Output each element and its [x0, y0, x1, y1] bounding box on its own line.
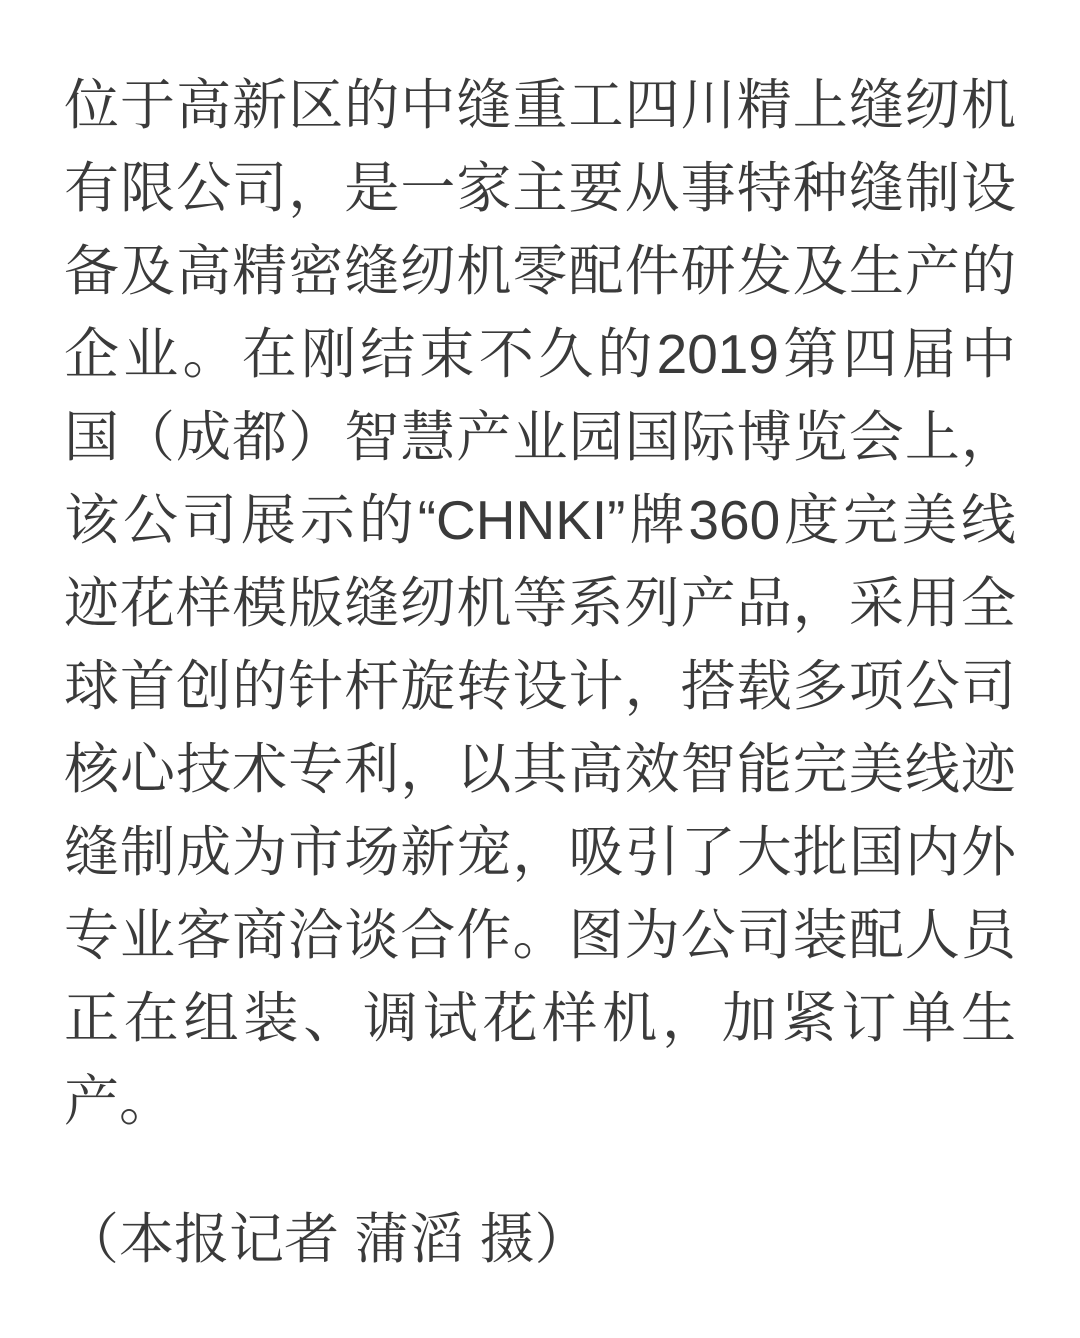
paragraph-line: 迹花样模版缝纫机等系列产品，采用全 [64, 572, 1016, 634]
paragraph-line: 位于高新区的中缝重工四川精上缝纫机 [64, 74, 1016, 136]
paragraph-line: 缝制成为市场新宠，吸引了大批国内外 [64, 821, 1016, 883]
paragraph-line: 产。 [64, 1070, 175, 1132]
paragraph-line: 该公司展示的“CHNKI”牌360度完美线 [64, 489, 1016, 551]
paragraph-line: 国（成都）智慧产业园国际博览会上， [64, 406, 1016, 468]
paragraph-line: 有限公司，是一家主要从事特种缝制设 [64, 157, 1016, 219]
paragraph-line: 球首创的针杆旋转设计，搭载多项公司 [64, 655, 1016, 717]
photo-credit: （本报记者 蒲滔 摄） [64, 1208, 590, 1270]
paragraph-line: 核心技术专利，以其高效智能完美线迹 [64, 738, 1016, 800]
paragraph-line: 专业客商洽谈合作。图为公司装配人员 [64, 904, 1016, 966]
paragraph-line: 正在组装、调试花样机，加紧订单生 [64, 987, 1016, 1049]
paragraph-line: 企业。在刚结束不久的2019第四届中 [64, 323, 1016, 385]
paragraph-line: 备及高精密缝纫机零配件研发及生产的 [64, 240, 1016, 302]
